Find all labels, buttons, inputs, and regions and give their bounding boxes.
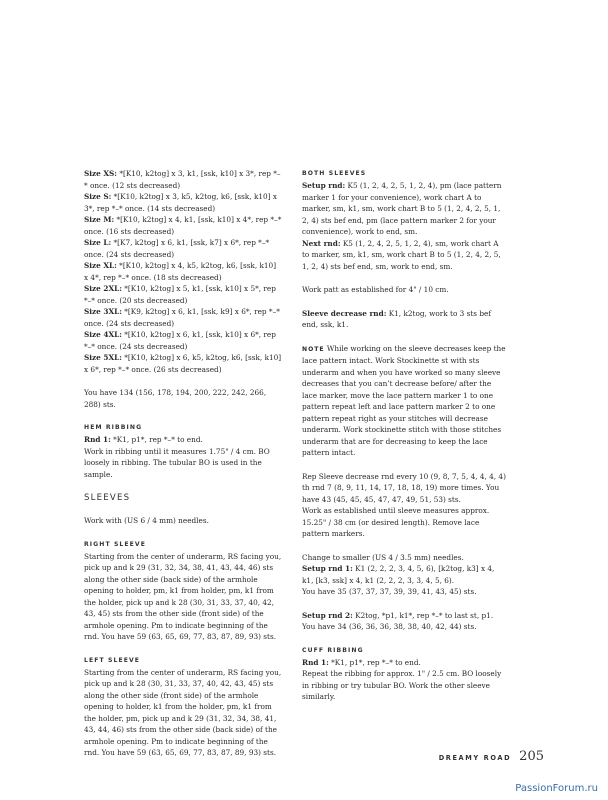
change-needles: Change to smaller (US 4 / 3.5 mm) needles. [302,552,464,562]
note-paragraph: NOTE While working on the sleeve decreases keep the lace pattern intact. Work Stockinette st with sts underarm and when you have worked so many sleeve decreases that you can’t decrease before/ after the lace marker, move the lace pattern marker 1 to one pattern repeat left and lace pattern marker 2 to one pattern repeat right as your stitches will decrease underarm. Work stockinette stitch with those stitches underarm that are for decreasing to keep the lace pattern intact. [302,343,506,457]
page-footer [439,749,544,764]
size-s-instruction: Size S: *[K10, k2tog] x 3, k5, k2tog, k6, [ssk, k10] x 3*, rep *–* once. (14 sts decreased) [84,192,277,213]
hem-rnd-1: Rnd 1: *K1, p1*, rep *–* to end. [84,435,203,444]
both-sleeves-heading: BOTH SLEEVES [302,170,367,177]
hem-ribbing-heading: HEM RIBBING [84,424,143,431]
page-number: 205 [519,749,544,764]
cuff-rnd-1: Rnd 1: *K1, p1*, rep *–* to end. [302,657,421,667]
size-l-instruction: Size L: *[K7, k2tog] x 6, k1, [ssk, k7] x 6*, rep *–* once. (24 sts decreased) [84,238,270,259]
cuff-ribbing-heading: CUFF RIBBING [302,646,364,654]
work-patt: Work patt as established for 4" / 10 cm. [302,285,449,294]
repeat-decrease: Rep Sleeve decrease rnd every 10 (9, 8, 7, 5, 4, 4, 4, 4) th rnd 7 (8, 9, 11, 14, 17, 18, 18, 19) more times. You have 43 (45, 45, 45, 47, 47, 49, 51, 53) sts. [302,471,506,504]
right-sleeve-heading: RIGHT SLEEVE [84,540,147,548]
size-3xl-instruction: Size 3XL: *[K9, k2tog] x 6, k1, [ssk, k9] x 6*, rep *–* once. (24 sts decreased) [84,307,280,328]
size-5xl-instruction: Size 5XL: *[K10, k2tog] x 6, k5, k2tog, k6, [ssk, k10] x 6*, rep *–* once. (26 sts decreased) [84,353,282,374]
stitch-total: You have 134 (156, 178, 194, 200, 222, 242, 266, 288) sts. [84,388,267,409]
size-2xl-instruction: Size 2XL: *[K10, k2tog] x 5, k1, [ssk, k10] x 5*, rep *–* once. (20 sts decreased) [84,284,276,305]
watermark: PassionForum.ru [515,783,598,794]
setup-rnd-2: Setup rnd 2: K2tog, *p1, k1*, rep *–* to last st, p1. You have 34 (36, 36, 36, 38, 38, 40, 42, 44) sts. [302,610,494,631]
footer-title: DREAMY ROAD [438,754,512,762]
sleeve-decrease-rnd: Sleeve decrease rnd: K1, k2tog, work to 3 sts bef end, ssk, k1. [302,308,492,329]
sleeves-heading: SLEEVES [84,493,131,503]
setup-rnd-1-total: You have 35 (37, 37, 37, 39, 39, 41, 43, 45) sts. [302,587,477,596]
setup-rnd: Setup rnd: K5 (1, 2, 4, 2, 5, 1, 2, 4), pm (lace pattern marker 1 for your convenience), work chart A to marker, sm, k1, sm, work chart B to 5 (1, 2, 4, 2, 5, 1, 2, 4) sts bef end, pm (lace pattern marker 2 for your convenience), work to end, sm. [302,181,502,236]
size-xl-instruction: Size XL: *[K10, k2tog] x 4, k5, k2tog, k6, [ssk, k10] x 4*, rep *–* once. (18 sts decreased) [84,261,277,282]
sleeves-needles: Work with (US 6 / 4 mm) needles. [84,516,209,525]
next-rnd: Next rnd: K5 (1, 2, 4, 2, 5, 1, 2, 4), sm, work chart A to marker, sm, k1, sm, work chart B to 5 (1, 2, 4, 2, 5, 1, 2, 4) sts bef end, sm, work to end, sm. [302,238,501,271]
cuff-text: Repeat the ribbing for approx. 1" / 2.5 cm. BO loosely in ribbing or try tubular BO. Work the other sleeve similarly. [302,669,502,701]
setup-rnd-1: Setup rnd 1: K1 (2, 2, 2, 3, 4, 5, 6), [k2tog, k3] x 4, k1, [k3, ssk] x 4, k1 (2, 2, 2, 3, 3, 4, 5, 6). [302,564,495,585]
right-sleeve-text: Starting from the center of underarm, RS facing you, pick up and k 29 (31, 32, 34, 38, 41, 43, 44, 46) sts along the other side (back side) of the armhole opening to holder, pm, k1 from holder, pm, k1 from the holder, pick up and k 28 (30, 31, 33, 37, 40, 42, 43, 45) sts from the other side (front side) of the armhole opening. Pm to indicate beginning of the rnd. You have 59 (63, 65, 69, 77, 83, 87, 89, 93) sts. [84,551,282,641]
left-sleeve-heading: LEFT SLEEVE [84,656,141,664]
left-sleeve-text: Starting from the center of underarm, RS facing you, pick up and k 28 (30, 31, 33, 37, 40, 42, 43, 45) sts along the other side (front side) of the armhole opening to holder, k1 from the holder, pm, k1 from the holder, pm, pick up and k 29 (31, 32, 34, 38, 41, 43, 44, 46) sts from the other side (back side) of the armhole opening. Pm to indicate beginning of the rnd. You have 59 (63, 65, 69, 77, 83, 87, 89, 93) sts. [84,667,282,757]
right-column [302,168,507,703]
size-xs-instruction: Size XS: *[K10, k2tog] x 3, k1, [ssk, k10] x 3*, rep *–* once. (12 sts decreased) [84,169,281,190]
hem-ribbing-text: Work in ribbing until it measures 1.75" / 4 cm. BO loosely in ribbing. The tubular BO is used in the sample. [84,446,270,479]
size-m-instruction: Size M: *[K10, k2tog] x 4, k1, [ssk, k10] x 4*, rep *–* once. (16 sts decreased) [84,215,282,236]
size-4xl-instruction: Size 4XL: *[K10, k2tog] x 6, k1, [ssk, k10] x 6*, rep *–* once. (24 sts decreased) [84,330,276,351]
left-column [84,168,282,759]
work-established: Work as established until sleeve measures approx. 15.25" / 38 cm (or desired length). Remove lace pattern markers. [302,506,490,538]
